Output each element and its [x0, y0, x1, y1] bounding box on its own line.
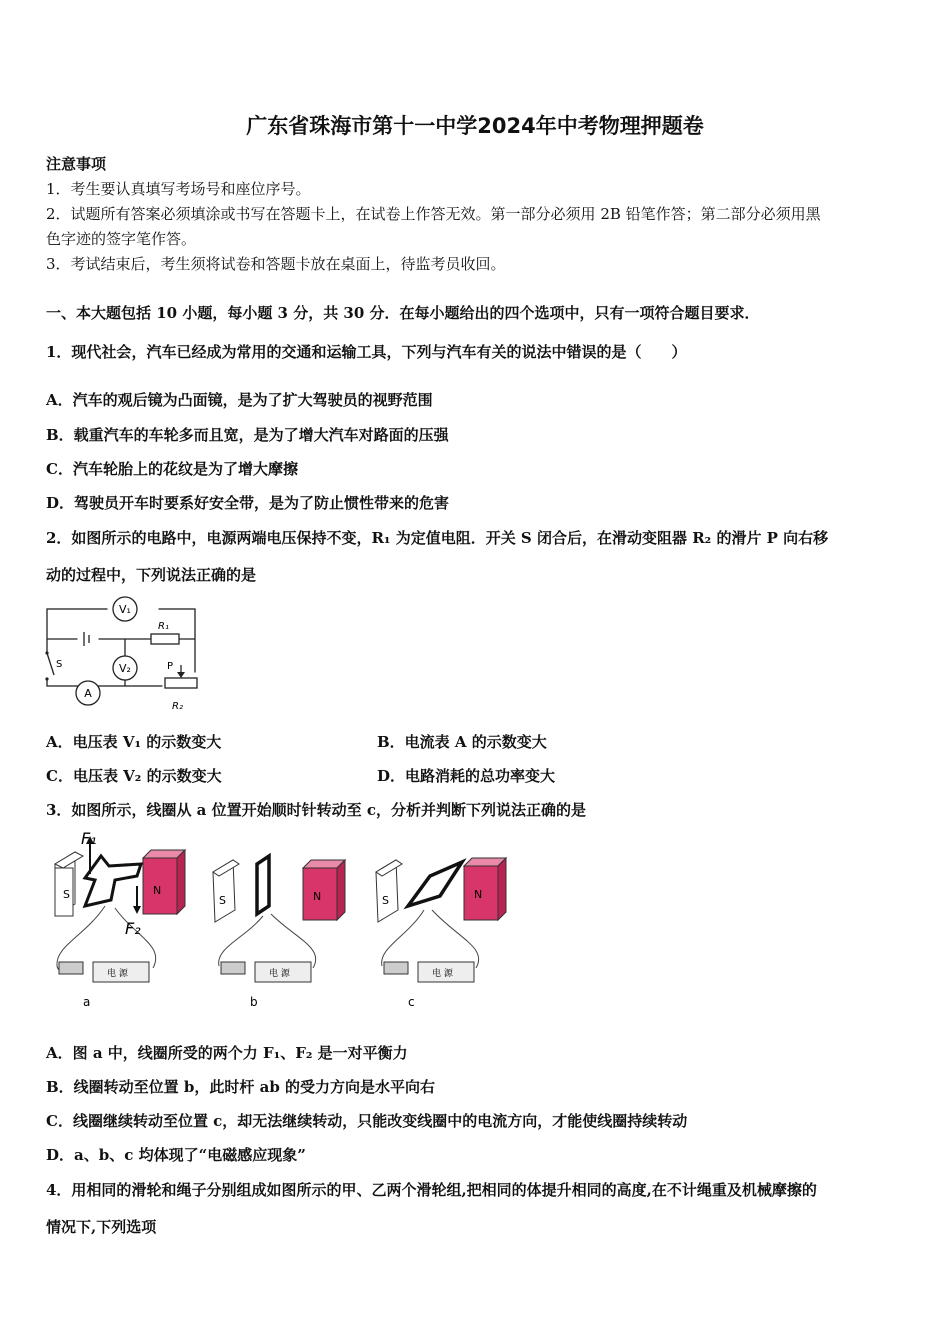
power-supply-label: 电 源: [107, 969, 128, 979]
magnet-s-label: S: [63, 888, 70, 901]
figure-caption-c: c: [408, 995, 415, 1009]
q1-option-b: B．载重汽车的车轮多而且宽，是为了增大汽车对路面的压强: [46, 426, 449, 444]
magnet-n-label: N: [474, 888, 483, 901]
v2-label: V₂: [119, 662, 131, 675]
page-title: 广东省珠海市第十一中学2024年中考物理押题卷: [246, 114, 704, 138]
magnet-n-label: N: [313, 890, 322, 903]
q2-option-a: A．电压表 V₁ 的示数变大: [46, 733, 222, 751]
q2-option-c: C．电压表 V₂ 的示数变大: [46, 767, 222, 785]
q1-option-c: C．汽车轮胎上的花纹是为了增大摩擦: [46, 460, 298, 478]
circuit-diagram: [38, 593, 208, 718]
power-supply-label: 电 源: [269, 969, 290, 979]
slider-label: P: [167, 661, 174, 672]
force-f1-label: F₁: [81, 829, 97, 848]
figure-caption-a: a: [83, 995, 91, 1009]
r2-label: R₂: [172, 701, 183, 712]
figure-caption-b: b: [250, 995, 258, 1009]
notice-item: 1．考生要认真填写考场号和座位序号。: [46, 180, 311, 198]
section-heading: 一、本大题包括 10 小题，每小题 3 分，共 30 分．在每小题给出的四个选项中，只有一项符合题目要求．: [46, 304, 760, 322]
force-f2-label: F₂: [125, 919, 141, 938]
question-2-stem-cont: 动的过程中，下列说法正确的是: [46, 566, 257, 584]
notice-heading: 注意事项: [46, 155, 107, 173]
motor-figure-b: [205, 826, 355, 1011]
question-3-stem: 3．如图所示，线圈从 a 位置开始顺时针转动至 c，分析并判断下列说法正确的是: [46, 801, 586, 819]
v1-label: V₁: [119, 603, 131, 616]
q1-option-a: A．汽车的观后镜为凸面镜，是为了扩大驾驶员的视野范围: [46, 391, 433, 409]
r1-label: R₁: [158, 621, 169, 632]
q1-option-d: D．驾驶员开车时要系好安全带，是为了防止惯性带来的危害: [46, 494, 450, 512]
question-4-stem-cont: 情况下,下列选项: [46, 1218, 157, 1236]
notice-item: 色字迹的签字笔作答。: [46, 230, 197, 248]
ammeter-label: A: [84, 687, 92, 700]
power-supply-label: 电 源: [432, 969, 453, 979]
magnet-s-label: S: [382, 894, 389, 907]
magnet-s-label: S: [219, 894, 226, 907]
q3-option-a: A．图 a 中，线圈所受的两个力 F₁、F₂ 是一对平衡力: [46, 1044, 408, 1062]
notice-item: 3．考试结束后，考生须将试卷和答题卡放在桌面上，待监考员收回。: [46, 255, 506, 273]
q2-option-b: B．电流表 A 的示数变大: [377, 733, 547, 751]
question-2-stem: 2．如图所示的电路中，电源两端电压保持不变，R₁ 为定值电阻．开关 S 闭合后，在滑动变阻器 R₂ 的滑片 P 向右移: [46, 529, 829, 547]
q3-option-d: D．a、b、c 均体现了“电磁感应现象”: [46, 1146, 306, 1164]
q2-option-d: D．电路消耗的总功率变大: [377, 767, 556, 785]
question-1-stem: 1．现代社会，汽车已经成为常用的交通和运输工具，下列与汽车有关的说法中错误的是（ ）: [46, 343, 687, 361]
notice-item: 2．试题所有答案必须填涂或书写在答题卡上，在试卷上作答无效。第一部分必须用 2B 铅笔作答；第二部分必须用黑: [46, 205, 821, 223]
question-4-stem: 4．用相同的滑轮和绳子分别组成如图所示的甲、乙两个滑轮组,把相同的体提升相同的高度,在不计绳重及机械摩擦的: [46, 1181, 817, 1199]
motor-figure-a: [45, 826, 195, 1011]
magnet-n-label: N: [153, 884, 162, 897]
q3-option-b: B．线圈转动至位置 b，此时杆 ab 的受力方向是水平向右: [46, 1078, 436, 1096]
switch-label: S: [56, 659, 63, 670]
q3-option-c: C．线圈继续转动至位置 c，却无法继续转动，只能改变线圈中的电流方向，才能使线圈持续转动: [46, 1112, 688, 1130]
motor-figure-c: [368, 826, 518, 1011]
